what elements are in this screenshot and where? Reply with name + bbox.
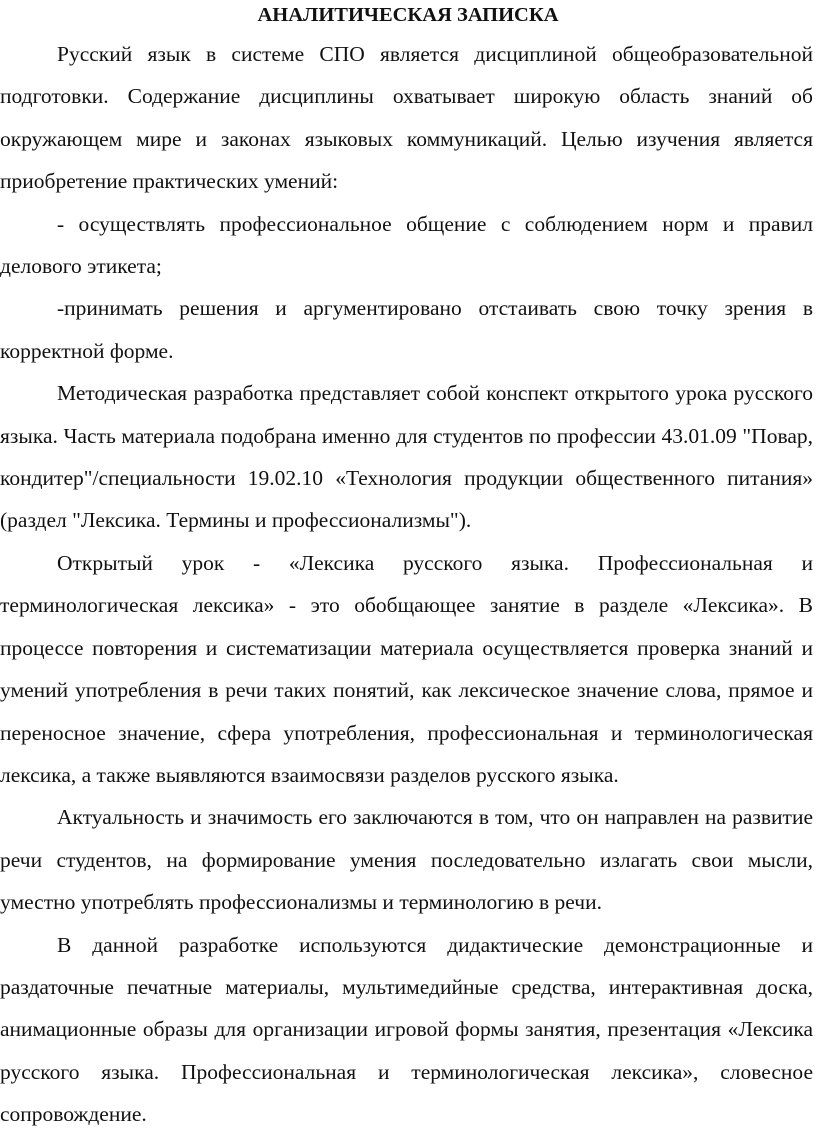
paragraph-intro: Русский язык в системе СПО является дисциплиной общеобразовательной подготовки. Содержание дисциплины охватывает широкую область знаний об окружающем мире и законах языковых коммуникаций. Целью изучения является приобретение практических умений: bbox=[0, 42, 813, 194]
document-body bbox=[0, 33, 813, 1136]
paragraph-skill-decisions: -принимать решения и аргументировано отстаивать свою точку зрения в корректной форме. bbox=[0, 296, 813, 363]
paragraph-materials: В данной разработке используются дидактические демонстрационные и раздаточные печатные материалы, мультимедийные средства, интерактивная доска, анимационные образы для организации игровой формы занятия, презентация «Лексика русского языка. Профессиональная и терминологическая лексика», словесное сопровождение. bbox=[0, 932, 813, 1127]
paragraph-skill-communication: - осуществлять профессиональное общение с соблюдением норм и правил делового этикета; bbox=[0, 211, 813, 279]
paragraph-open-lesson: Открытый урок - «Лексика русского языка. Профессиональная и терминологическая лексика» - это обобщающее занятие в разделе «Лексика». В процессе повторения и систематизации материала осуществляется проверка знаний и умений употребления в речи таких понятий, как лексическое значение слова, прямое и переносное значение, сфера употребления, профессиональная и терминологическая лексика, а также выявляются взаимосвязи разделов русского языка. bbox=[0, 550, 813, 787]
paragraph-method: Методическая разработка представляет собой конспект открытого урока русского языка. Часть материала подобрана именно для студентов по профессии 43.01.09 "Повар, кондитер"/специальности 19.02.10 «Технология продукции общественного питания» (раздел "Лексика. Термины и профессионализмы"). bbox=[0, 381, 813, 533]
document-title: АНАЛИТИЧЕСКАЯ ЗАПИСКА bbox=[257, 4, 559, 26]
paragraph-relevance: Актуальность и значимость его заключаются в том, что он направлен на развитие речи студентов, на формирование умения последовательно излагать свои мысли, уместно употреблять профессионализмы и терминологию в речи. bbox=[0, 805, 813, 915]
